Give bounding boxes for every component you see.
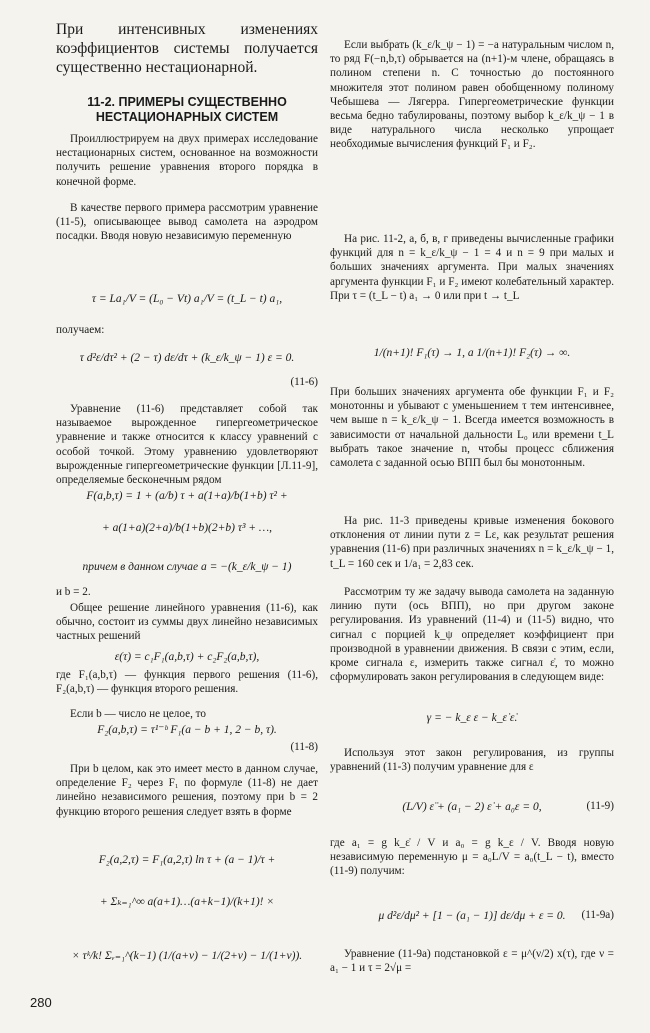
formula: F₂(a,b,τ) = τ¹⁻ᵇ F₁(a − b + 1, 2 − b, τ). — [97, 724, 277, 736]
paragraph: Используя этот закон регулирования, из группы уравнений (11-3) получим уравнение для ε — [330, 747, 614, 774]
formula: μ d²ε/dμ² + [1 − (a₁ − 1)] dε/dμ + ε = 0. — [378, 910, 566, 922]
formula: 1/(n+1)! F₁(τ) → 1, a 1/(n+1)! F₂(τ) → ∞. — [373, 347, 571, 359]
paragraph: где a₁ = g k_ε̇ / V и a₀ = g k_ε / V. Вводя новую независимую переменную μ = a₀L/V = a₀(t_L − t), вместо (11-9) получим: — [330, 837, 614, 878]
formula: F₂(a,2,τ) = F₁(a,2,τ) ln τ + (a − 1)/τ + — [98, 854, 276, 866]
paragraph: На рис. 11-3 приведены кривые изменения бокового отклонения от линии пути z = Lε, как результат решения уравнения (11-6) при различных значениях n = k_ε/k_ψ − 1, t_L = 160 сек и 1/a₁ = 2,83 сек. — [330, 515, 614, 570]
formula: τ d²ε/dτ² + (2 − τ) dε/dτ + (k_ε/k_ψ − 1) ε = 0. — [79, 352, 295, 364]
page-number: 280 — [30, 995, 52, 1010]
formula: γ = − k_ε ε − k_ε̇ ε̇. — [426, 712, 518, 724]
paragraph: и b = 2. — [56, 586, 91, 598]
formula: F(a,b,τ) = 1 + (a/b) τ + a(1+a)/b(1+b) τ² + — [86, 490, 288, 502]
formula: причем в данном случае a = −(k_ε/k_ψ − 1) — [82, 561, 292, 573]
paragraph: Уравнение (11-6) представляет собой так называемое вырожденное гипергеометрическое уравнение и также относится к классу уравнений с особой точкой. Этому уравнению удовлетворяют вырожденные гипергеометрические функции [Л.11-9], определяемые бесконечным рядом — [56, 403, 318, 487]
equation-number: (11-8) — [290, 741, 318, 753]
intro-paragraph: При интенсивных изменениях коэффициентов системы получается существенно нестационарной. — [56, 21, 318, 76]
paragraph: На рис. 11-2, а, б, в, г приведены вычисленные графики функций для n = k_ε/k_ψ − 1 = 4 и n = 9 при малых и больших значениях аргумента. При малых значениях аргумента функции F₁ и F₂ имеют колебательный характер. При τ = (t_L − t) a₁ → 0 или при t → t_L — [330, 233, 614, 302]
paragraph: Рассмотрим ту же задачу вывода самолета на заданную линию пути (ось ВПП), но при другом законе регулирования. Из уравнений (11-4) и (11-5) видно, что сигнал с порцией k_ψ определяет коэффициент при производной в уравнении движения. В связи с этим, если, кроме сигнала ε, измерить также сигнал ε̇, то можно сформулировать закон регулирования в следующем виде: — [330, 586, 614, 684]
formula: + Σₖ₌₁^∞ a(a+1)…(a+k−1)/(k+1)! × — [99, 896, 275, 908]
paragraph: При больших значениях аргумента обе функции F₁ и F₂ монотонны и убывают с уменьшением τ тем интенсивнее, чем выше n = k_ε/k_ψ − 1. Всегда имеется возможность в зависимости от начальной дальности L₀ или времени t_L выбрать такое значение n, чтобы процесс сближения самолета с заданной осью ВПП был бы монотонным. — [330, 386, 614, 470]
paragraph: Если выбрать (k_ε/k_ψ − 1) = −a натуральным числом n, то ряд F(−n,b,τ) обрывается на (n+1)-м члене, обращаясь в полином степени n. С точностью до постоянного множителя этот полином равен обобщенному полиному Чебышева — Лягерра. Гипергеометрические функции весьма бедно табулированы, поэтому выбор k_ε/k_ψ − 1 в виде натурального числа несколько упрощает необходимые вычисления функций F₁ и F₂. — [330, 39, 614, 151]
equation-number: (11-6) — [290, 376, 318, 388]
formula: × τᵏ/k! Σᵥ₌₁^(k−1) (1/(a+ν) − 1/(2+ν) − 1/(1+ν)). — [71, 950, 303, 962]
paragraph: В качестве первого примера рассмотрим уравнение (11-5), описывающее вывод самолета на аэродром посадки. Вводя новую независимую переменную — [56, 202, 318, 243]
equation-number: (11-9a) — [581, 909, 614, 921]
equation-number: (11-9) — [586, 800, 614, 812]
paragraph: Если b — число не целое, то — [70, 708, 207, 720]
paragraph: получаем: — [56, 324, 105, 336]
formula: τ = La₁/V = (L₀ − Vt) a₁/V = (t_L − t) a₁, — [91, 293, 283, 305]
section-heading: 11-2. ПРИМЕРЫ СУЩЕСТВЕННО НЕСТАЦИОНАРНЫХ СИСТЕМ — [87, 95, 287, 124]
formula: (L/V) ε̈ + (a₁ − 2) ε̇ + a₀ε = 0, — [402, 801, 542, 813]
paragraph: При b целом, как это имеет место в данном случае, определение F₂ через F₁ по формуле (11-8) не дает линейно независимого решения, поэтому при b = 2 функцию второго решения следует взять в форме — [56, 763, 318, 818]
formula: + a(1+a)(2+a)/b(1+b)(2+b) τ³ + …, — [101, 522, 273, 534]
paragraph: Проиллюстрируем на двух примерах исследование нестационарных систем, основанное на возможности получить решение уравнения второго порядка в конечной форме. — [56, 133, 318, 188]
paragraph: Уравнение (11-9a) подстановкой ε = μ^(ν/2) x(τ), где ν = a₁ − 1 и τ = 2√μ = — [330, 948, 614, 975]
formula: ε(τ) = c₁F₁(a,b,τ) + c₂F₂(a,b,τ), — [114, 651, 260, 663]
paragraph: Общее решение линейного уравнения (11-6), как обычно, состоит из суммы двух линейно независимых частных решений — [56, 602, 318, 643]
paragraph: где F₁(a,b,τ) — функция первого решения (11-6), F₂(a,b,τ) — функция второго решения. — [56, 669, 318, 696]
